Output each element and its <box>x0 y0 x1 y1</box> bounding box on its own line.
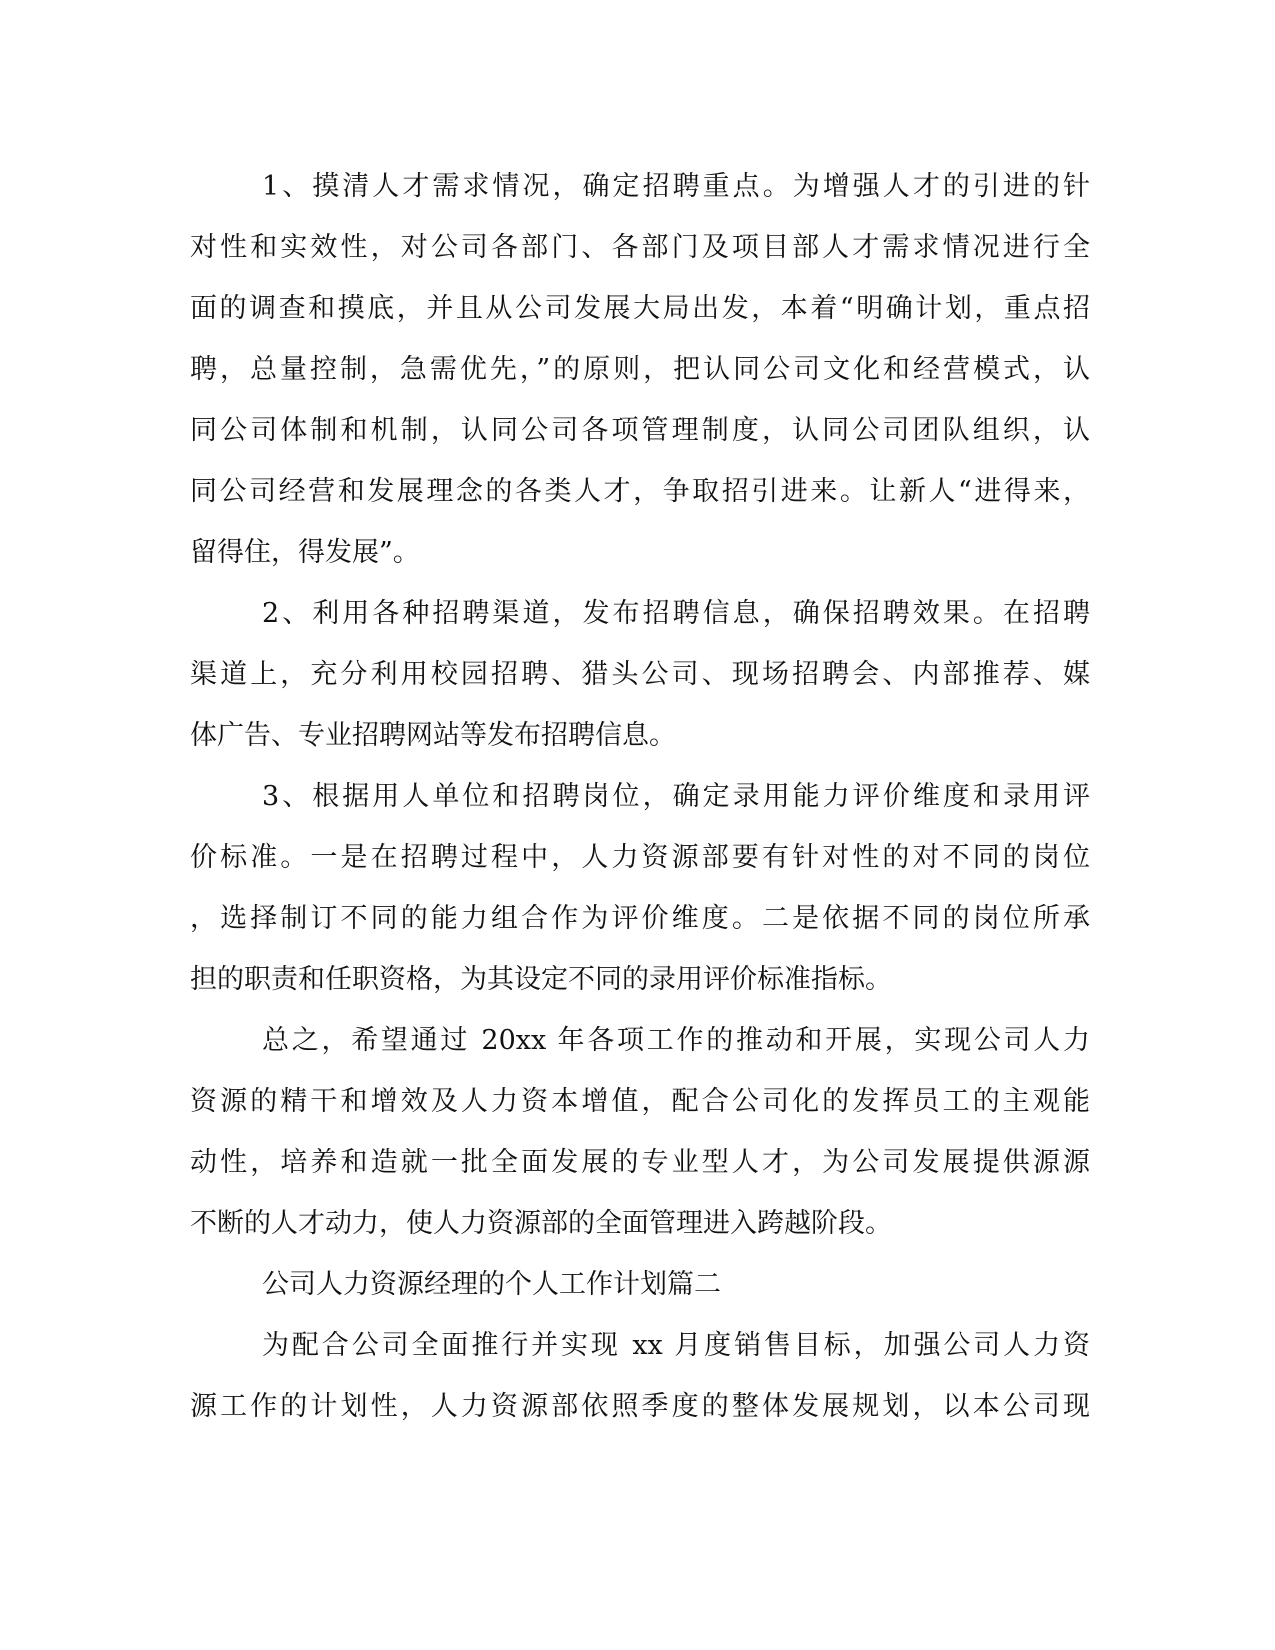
text-line: 资源的精干和增效及人力资本增值，配合公司化的发挥员工的主观能 <box>190 1086 1090 1117</box>
text-line: 同公司经营和发展理念的各类人才，争取招引进来。让新人“进得来， <box>190 476 1090 507</box>
text-line: 3、根据用人单位和招聘岗位，确定录用能力评价维度和录用评 <box>262 781 1090 812</box>
text-line: 动性，培养和造就一批全面发展的专业型人才，为公司发展提供源源 <box>190 1147 1090 1178</box>
text-line: 面的调查和摸底，并且从公司发展大局出发，本着“明确计划，重点招 <box>190 293 1090 324</box>
document-body <box>190 156 1090 1437</box>
text-line: 2、利用各种招聘渠道，发布招聘信息，确保招聘效果。在招聘 <box>262 598 1090 629</box>
text-line: 聘，总量控制，急需优先，”的原则，把认同公司文化和经营模式，认 <box>190 354 1090 385</box>
section-heading: 公司人力资源经理的个人工作计划篇二 <box>262 1269 721 1300</box>
text-line: 体广告、专业招聘网站等发布招聘信息。 <box>190 720 676 751</box>
text-line: 留得住，得发展”。 <box>190 537 420 568</box>
text-line: 不断的人才动力，使人力资源部的全面管理进入跨越阶段。 <box>190 1208 892 1239</box>
text-line: 为配合公司全面推行并实现 xx 月度销售目标，加强公司人力资 <box>262 1330 1090 1361</box>
text-line: 源工作的计划性，人力资源部依照季度的整体发展规划，以本公司现 <box>190 1391 1090 1422</box>
text-line: 价标准。一是在招聘过程中，人力资源部要有针对性的对不同的岗位 <box>190 842 1090 873</box>
text-line: 总之，希望通过 20xx 年各项工作的推动和开展，实现公司人力 <box>262 1025 1090 1056</box>
text-line: 1、摸清人才需求情况，确定招聘重点。为增强人才的引进的针 <box>262 171 1090 202</box>
text-line: ，选择制订不同的能力组合作为评价维度。二是依据不同的岗位所承 <box>190 903 1090 934</box>
text-line: 担的职责和任职资格，为其设定不同的录用评价标准指标。 <box>190 964 892 995</box>
text-line: 同公司体制和机制，认同公司各项管理制度，认同公司团队组织，认 <box>190 415 1090 446</box>
text-line: 对性和实效性，对公司各部门、各部门及项目部人才需求情况进行全 <box>190 232 1090 263</box>
text-line: 渠道上，充分利用校园招聘、猎头公司、现场招聘会、内部推荐、媒 <box>190 659 1090 690</box>
